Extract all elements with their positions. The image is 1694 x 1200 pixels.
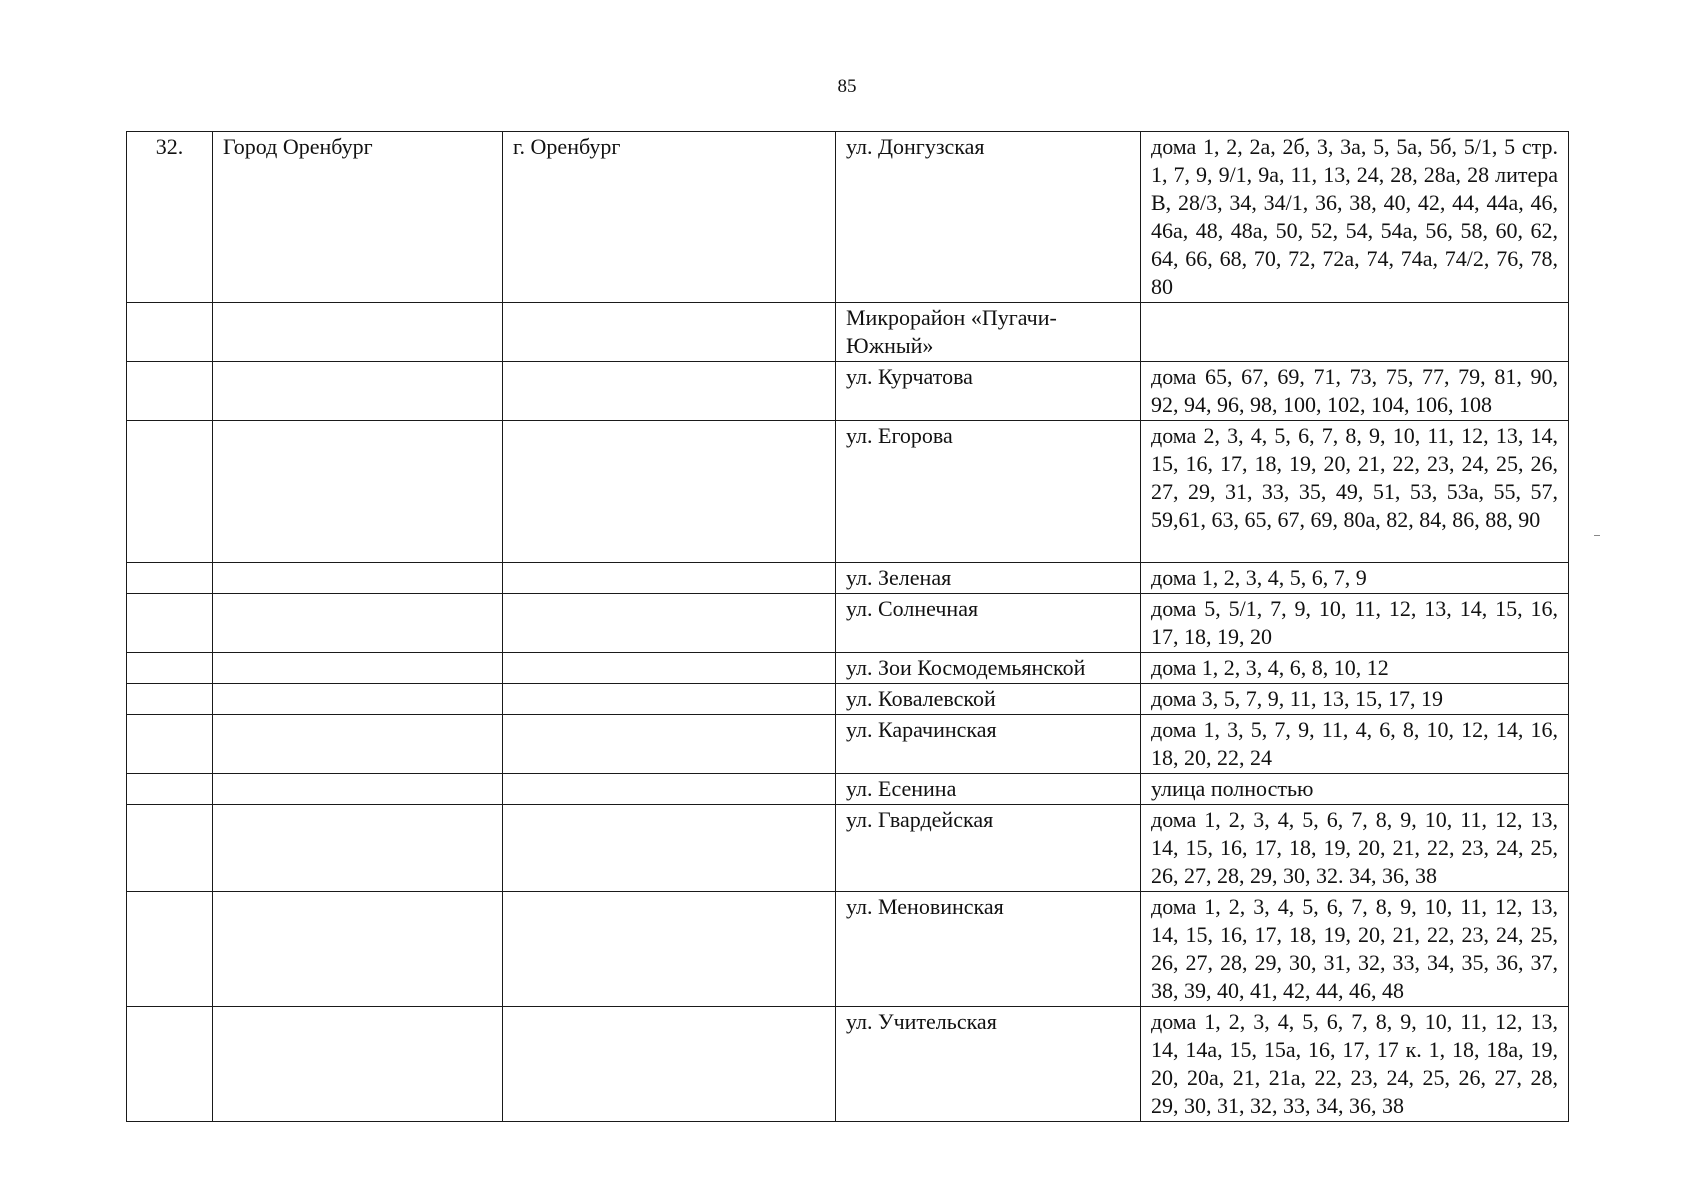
houses-cell: дома 65, 67, 69, 71, 73, 75, 77, 79, 81, 90, 92, 94, 96, 98, 100, 102, 104, 106, 108 <box>1141 362 1569 421</box>
row-number-cell <box>127 563 213 594</box>
settlement-cell <box>503 594 836 653</box>
row-number-cell <box>127 774 213 805</box>
row-number-cell: 32. <box>127 132 213 303</box>
street-cell: ул. Зои Космодемьянской <box>836 653 1141 684</box>
table-row <box>127 421 1569 563</box>
street-cell: ул. Солнечная <box>836 594 1141 653</box>
street-cell: ул. Учительская <box>836 1007 1141 1122</box>
houses-cell: дома 1, 2, 2а, 2б, 3, 3а, 5, 5а, 5б, 5/1, 5 стр. 1, 7, 9, 9/1, 9а, 11, 13, 24, 28, 28а, 28 литера В, 28/3, 34, 34/1, 36, 38, 40, 42, 44, 44а, 46, 46а, 48, 48а, 50, 52, 54, 54а, 56, 58, 60, 62, 64, 66, 68, 70, 72, 72а, 74, 74а, 74/2, 76, 78, 80 <box>1141 132 1569 303</box>
houses-cell: дома 5, 5/1, 7, 9, 10, 11, 12, 13, 14, 15, 16, 17, 18, 19, 20 <box>1141 594 1569 653</box>
street-cell: ул. Гвардейская <box>836 805 1141 892</box>
houses-cell: дома 1, 2, 3, 4, 5, 6, 7, 8, 9, 10, 11, 12, 13, 14, 15, 16, 17, 18, 19, 20, 21, 22, 23, 24, 25, 26, 27, 28, 29, 30, 32. 34, 36, 38 <box>1141 805 1569 892</box>
table-row <box>127 805 1569 892</box>
margin-mark <box>1594 535 1600 536</box>
row-number-cell <box>127 303 213 362</box>
street-cell: Микрорайон «Пугачи-Южный» <box>836 303 1141 362</box>
table-row <box>127 132 1569 303</box>
settlement-cell <box>503 303 836 362</box>
municipality-cell <box>213 421 503 563</box>
row-number-cell <box>127 421 213 563</box>
municipality-cell <box>213 563 503 594</box>
houses-cell: дома 2, 3, 4, 5, 6, 7, 8, 9, 10, 11, 12, 13, 14, 15, 16, 17, 18, 19, 20, 21, 22, 23, 24, 25, 26, 27, 29, 31, 33, 35, 49, 51, 53, 53а, 55, 57, 59,61, 63, 65, 67, 69, 80а, 82, 84, 86, 88, 90 <box>1141 421 1569 563</box>
street-cell: ул. Зеленая <box>836 563 1141 594</box>
table-row <box>127 774 1569 805</box>
municipality-cell <box>213 1007 503 1122</box>
settlement-cell <box>503 715 836 774</box>
municipality-cell <box>213 594 503 653</box>
row-number-cell <box>127 1007 213 1122</box>
settlement-cell <box>503 1007 836 1122</box>
houses-cell: дома 1, 2, 3, 4, 5, 6, 7, 8, 9, 10, 11, 12, 13, 14, 15, 16, 17, 18, 19, 20, 21, 22, 23, 24, 25, 26, 27, 28, 29, 30, 31, 32, 33, 34, 35, 36, 37, 38, 39, 40, 41, 42, 44, 46, 48 <box>1141 892 1569 1007</box>
houses-cell: дома 1, 2, 3, 4, 5, 6, 7, 8, 9, 10, 11, 12, 13, 14, 14а, 15, 15а, 16, 17, 17 к. 1, 18, 18а, 19, 20, 20а, 21, 21а, 22, 23, 24, 25, 26, 27, 28, 29, 30, 31, 32, 33, 34, 36, 38 <box>1141 1007 1569 1122</box>
table-row <box>127 1007 1569 1122</box>
table-row <box>127 563 1569 594</box>
street-cell: ул. Ковалевской <box>836 684 1141 715</box>
addresses-table <box>126 131 1569 1122</box>
street-cell: ул. Карачинская <box>836 715 1141 774</box>
street-cell: ул. Меновинская <box>836 892 1141 1007</box>
addresses-table-body <box>127 132 1569 1122</box>
municipality-cell <box>213 653 503 684</box>
table-row <box>127 303 1569 362</box>
houses-cell <box>1141 303 1569 362</box>
table-row <box>127 653 1569 684</box>
page-number: 85 <box>837 76 857 97</box>
street-cell: ул. Егорова <box>836 421 1141 563</box>
row-number-cell <box>127 653 213 684</box>
settlement-cell <box>503 684 836 715</box>
houses-cell: дома 3, 5, 7, 9, 11, 13, 15, 17, 19 <box>1141 684 1569 715</box>
street-cell: ул. Донгузская <box>836 132 1141 303</box>
table-row <box>127 594 1569 653</box>
row-number-cell <box>127 362 213 421</box>
municipality-cell <box>213 303 503 362</box>
municipality-cell: Город Оренбург <box>213 132 503 303</box>
settlement-cell <box>503 653 836 684</box>
table-row <box>127 362 1569 421</box>
street-cell: ул. Курчатова <box>836 362 1141 421</box>
settlement-cell <box>503 362 836 421</box>
settlement-cell <box>503 805 836 892</box>
row-number-cell <box>127 684 213 715</box>
houses-cell: улица полностью <box>1141 774 1569 805</box>
municipality-cell <box>213 715 503 774</box>
municipality-cell <box>213 684 503 715</box>
settlement-cell: г. Оренбург <box>503 132 836 303</box>
settlement-cell <box>503 421 836 563</box>
municipality-cell <box>213 892 503 1007</box>
row-number-cell <box>127 892 213 1007</box>
table-row <box>127 892 1569 1007</box>
houses-cell: дома 1, 2, 3, 4, 6, 8, 10, 12 <box>1141 653 1569 684</box>
settlement-cell <box>503 563 836 594</box>
street-cell: ул. Есенина <box>836 774 1141 805</box>
municipality-cell <box>213 774 503 805</box>
houses-cell: дома 1, 3, 5, 7, 9, 11, 4, 6, 8, 10, 12, 14, 16, 18, 20, 22, 24 <box>1141 715 1569 774</box>
municipality-cell <box>213 362 503 421</box>
settlement-cell <box>503 892 836 1007</box>
houses-cell: дома 1, 2, 3, 4, 5, 6, 7, 9 <box>1141 563 1569 594</box>
table-row <box>127 715 1569 774</box>
row-number-cell <box>127 594 213 653</box>
municipality-cell <box>213 805 503 892</box>
row-number-cell <box>127 805 213 892</box>
table-row <box>127 684 1569 715</box>
row-number-cell <box>127 715 213 774</box>
settlement-cell <box>503 774 836 805</box>
